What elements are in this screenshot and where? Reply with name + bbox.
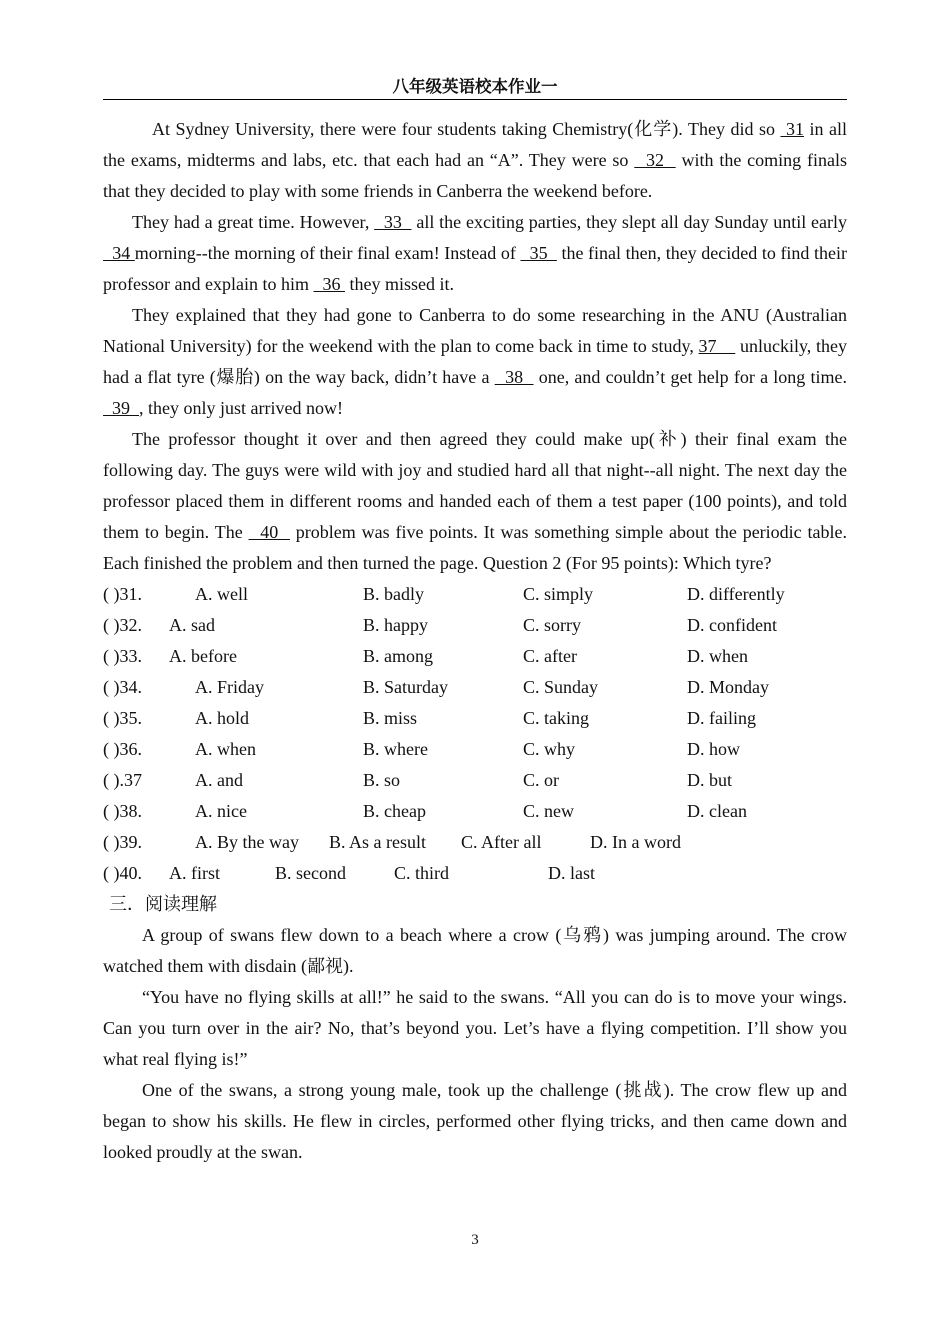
passage2-paragraph-3: One of the swans, a strong young male, took up the challenge (挑战). The crow flew up and began to show his skills. He flew in circles, performed other flying tricks, and then came down and looked proudly at the swan.	[103, 1080, 847, 1162]
text: The professor thought it over and then agreed they could make up(补) their final exam the following day. The guys were wild with joy and studied hard all that night--all night. The next day the professor placed them in different rooms and handed each of them a test paper (100 points), and told them to begin. The	[103, 429, 847, 542]
option-b: B. so	[363, 770, 401, 790]
question-row	[103, 734, 847, 765]
text: They explained that they had gone to Canberra to do some researching in the ANU (Australian National University) for the weekend with the plan to come back in time to study,	[103, 305, 847, 356]
option-d: D. In a word	[590, 832, 681, 852]
text: all the exciting parties, they slept all day Sunday until early	[411, 212, 848, 232]
option-c: C. After all	[461, 832, 542, 852]
blank-32: 32	[634, 150, 676, 170]
option-b: B. As a result	[329, 832, 426, 852]
question-list	[103, 579, 847, 889]
page-title: 八年级英语校本作业一	[103, 76, 847, 100]
question-row	[103, 641, 847, 672]
blank-39: 39	[103, 398, 139, 418]
question-number: ( )32.	[103, 615, 142, 635]
option-c: C. why	[523, 739, 576, 759]
option-a: A. when	[195, 739, 256, 759]
question-row	[103, 796, 847, 827]
blank-36: 36	[313, 274, 345, 294]
option-c: C. new	[523, 801, 574, 821]
option-d: D. Monday	[687, 677, 769, 697]
option-a: A. By the way	[195, 832, 299, 852]
option-a: A. first	[169, 863, 220, 883]
option-c: C. after	[523, 646, 577, 666]
option-b: B. badly	[363, 584, 424, 604]
question-row	[103, 672, 847, 703]
passage1-paragraph-4	[103, 424, 847, 579]
option-c: C. third	[394, 863, 450, 883]
question-row	[103, 703, 847, 734]
blank-35: 35	[520, 243, 557, 263]
option-d: D. confident	[687, 615, 777, 635]
question-number: ( )39.	[103, 832, 142, 852]
option-a: A. sad	[169, 615, 215, 635]
option-a: A. nice	[195, 801, 247, 821]
option-b: B. where	[363, 739, 428, 759]
text: morning--the morning of their final exam! Instead of	[134, 243, 521, 263]
blank-33: 33	[374, 212, 412, 232]
question-number: ( )36.	[103, 739, 142, 759]
question-number: ( )40.	[103, 863, 142, 883]
option-d: D. how	[687, 739, 740, 759]
text: They had a great time. However,	[132, 212, 375, 232]
text: , they only just arrived now!	[139, 398, 343, 418]
text: one, and couldn’t get help for a long time.	[533, 367, 847, 387]
option-b: B. miss	[363, 708, 418, 728]
question-row	[103, 827, 847, 858]
blank-37: 37	[698, 336, 736, 356]
option-c: C. simply	[523, 584, 594, 604]
passage2-paragraph-1: A group of swans flew down to a beach where a crow (乌鸦) was jumping around. The crow watched them with disdain (鄙视).	[103, 925, 847, 976]
text: they missed it.	[344, 274, 454, 294]
text: unluckily, they had a flat tyre (爆胎) on the way back, didn’t have a	[103, 336, 847, 387]
question-number: ( )31.	[103, 584, 142, 604]
passage1-paragraph-3	[103, 300, 847, 424]
text: in all the exams, midterms and labs, etc. that each had an “A”. They were so	[103, 119, 848, 170]
option-a: A. hold	[195, 708, 249, 728]
text: At Sydney University, there were four students taking Chemistry(化学). They did so	[152, 119, 781, 139]
option-b: B. among	[363, 646, 433, 666]
option-a: A. well	[195, 584, 248, 604]
question-number: ( )34.	[103, 677, 142, 697]
option-d: D. failing	[687, 708, 756, 728]
blank-40: 40	[248, 522, 290, 542]
question-number: ( )35.	[103, 708, 142, 728]
text: with the coming finals that they decided to play with some friends in Canberra the weekend before.	[103, 150, 847, 201]
question-number: ( )33.	[103, 646, 142, 666]
text: problem was five points. It was something simple about the periodic table. Each finished the problem and then turned the page. Question 2 (For 95 points): Which tyre?	[103, 522, 847, 573]
page-number: 3	[471, 1232, 479, 1248]
option-d: D. when	[687, 646, 748, 666]
question-number: ( )38.	[103, 801, 142, 821]
question-row	[103, 765, 847, 796]
question-row	[103, 858, 847, 889]
passage1-paragraph-2	[103, 207, 847, 300]
text: the final then, they decided to find their professor and explain to him	[103, 243, 848, 294]
option-d: D. differently	[687, 584, 785, 604]
option-a: A. and	[195, 770, 243, 790]
option-b: B. second	[275, 863, 346, 883]
option-a: A. before	[169, 646, 237, 666]
question-number: ( ).37	[103, 770, 142, 790]
question-row	[103, 579, 847, 610]
question-row	[103, 610, 847, 641]
option-b: B. Saturday	[363, 677, 448, 697]
option-b: B. happy	[363, 615, 428, 635]
option-b: B. cheap	[363, 801, 426, 821]
option-d: D. but	[687, 770, 732, 790]
document-body	[103, 114, 847, 1168]
blank-34: 34	[103, 243, 135, 263]
blank-31: 31	[780, 119, 804, 139]
section-heading: 三．阅读理解	[109, 894, 217, 914]
option-c: C. or	[523, 770, 559, 790]
option-c: C. taking	[523, 708, 589, 728]
passage2-paragraph-2: “You have no flying skills at all!” he said to the swans. “All you can do is to move your wings. Can you turn over in the air? No, that’s beyond you. Let’s have a flying competition. I’ll show you what real flying is!”	[103, 987, 847, 1069]
option-d: D. clean	[687, 801, 747, 821]
option-d: D. last	[548, 863, 595, 883]
option-c: C. sorry	[523, 615, 581, 635]
blank-38: 38	[494, 367, 534, 387]
option-a: A. Friday	[195, 677, 264, 697]
passage1-paragraph-1	[103, 114, 847, 207]
option-c: C. Sunday	[523, 677, 599, 697]
